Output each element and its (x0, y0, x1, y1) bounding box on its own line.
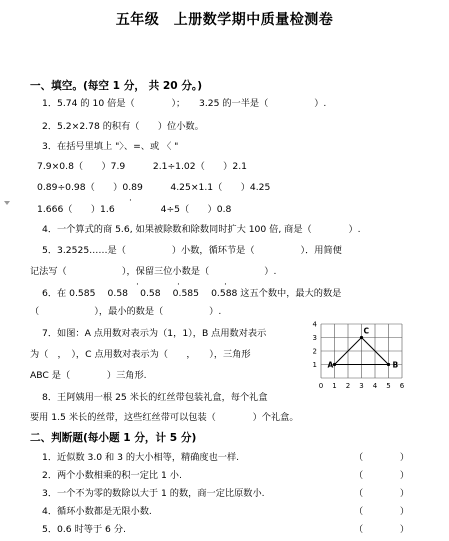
repeating-dot: · (224, 280, 227, 290)
judge-1-blank: （ ） (354, 452, 410, 463)
repeating-dot: · (129, 196, 132, 206)
judge-3-blank: （ ） (354, 488, 410, 499)
point-label-b: B (392, 360, 399, 370)
judge-4: 4．循环小数都是无限小数. (42, 506, 152, 517)
section-fill-blank-heading: 一、填空。(每空 1 分， 共 20 分。) (30, 80, 203, 92)
question-8-continued: 要用 1.5 米长的丝带，这些红丝带可以包装（ ）个礼盒。 (30, 412, 299, 423)
x-tick-label: 1 (332, 382, 337, 390)
coordinate-grid-figure (311, 318, 419, 393)
judge-2: 2．两个小数相乘的积一定比 1 小. (42, 470, 182, 481)
x-tick-label: 4 (372, 382, 378, 390)
question-5: 5．3.2525……是（ ）小数，循环节是（ ）．用简便 (42, 245, 342, 256)
judge-2-blank: （ ） (354, 470, 410, 481)
x-tick-label: 3 (359, 382, 364, 390)
compare-row-3: 1.666（ ）1.6 4÷5（ ）0.8 (37, 204, 232, 215)
question-2: 2．5.2×2.78 的积有（ ）位小数。 (42, 121, 204, 132)
compare-row-1: 7.9×0.8（ ）7.9 2.1÷1.02（ ）2.1 (37, 161, 247, 172)
point-b (387, 363, 390, 366)
question-7-end: ABC 是（ ）三角形. (30, 370, 147, 381)
question-3: 3．在括号里填上 "〉、=、或 〈 " (42, 141, 179, 152)
point-label-c: C (363, 326, 370, 336)
compare-row-2: 0.89÷0.98（ ）0.89 4.25×1.1（ ）4.25 (37, 182, 271, 193)
point-c (360, 336, 363, 339)
question-5-continued: 记法写（ ），保留三位小数是（ ）. (30, 266, 277, 277)
judge-1: 1．近似数 3.0 和 3 的大小相等，精确度也一样. (42, 452, 240, 463)
judge-3: 3．一个不为零的数除以大于 1 的数，商一定比原数小. (42, 488, 265, 499)
y-tick-label: 1 (312, 361, 317, 369)
question-8: 8．王阿姨用一根 25 米长的红丝带包装礼盒，每个礼盒 (42, 392, 268, 403)
x-tick-label: 2 (345, 382, 351, 390)
question-4: 4．一个算式的商 5.6, 如果被除数和除数同时扩大 100 倍, 商是（ ）. (42, 224, 361, 235)
judge-5: 5．0.6 时等于 6 分. (42, 524, 126, 535)
point-label-a: A (327, 360, 334, 370)
question-7: 7．如图：A 点用数对表示为（1，1），B 点用数对表示 (42, 328, 267, 339)
x-tick-label: 6 (399, 382, 405, 390)
page-title: 五年级 上册数学期中质量检测卷 (115, 12, 334, 28)
question-1: 1．5.74 的 10 倍是（ ）； 3.25 的一半是（ ）. (42, 98, 327, 109)
question-6: 6．在 0.585 0.58 0.58 0.585 0.588 这五个数中，最大的数是 (42, 288, 342, 299)
y-tick-label: 4 (312, 320, 317, 329)
judge-5-blank: （ ） (354, 524, 410, 535)
question-6-continued: （ ），最小的数是（ ）. (30, 306, 222, 317)
y-tick-label: 2 (312, 347, 317, 356)
repeating-dot: · (177, 280, 180, 290)
margin-marker (4, 201, 10, 205)
repeating-dot: · (136, 280, 139, 290)
point-a (333, 363, 336, 366)
judge-4-blank: （ ） (354, 506, 410, 517)
x-tick-label: 0 (318, 382, 324, 390)
y-tick-label: 3 (312, 334, 317, 342)
section-judge-heading: 二、判断题(每小题 1 分，计 5 分) (30, 432, 197, 444)
x-tick-label: 5 (386, 382, 391, 390)
question-7-continued: 为（ ， ），C 点用数对表示为（ ， ），三角形 (30, 349, 251, 360)
